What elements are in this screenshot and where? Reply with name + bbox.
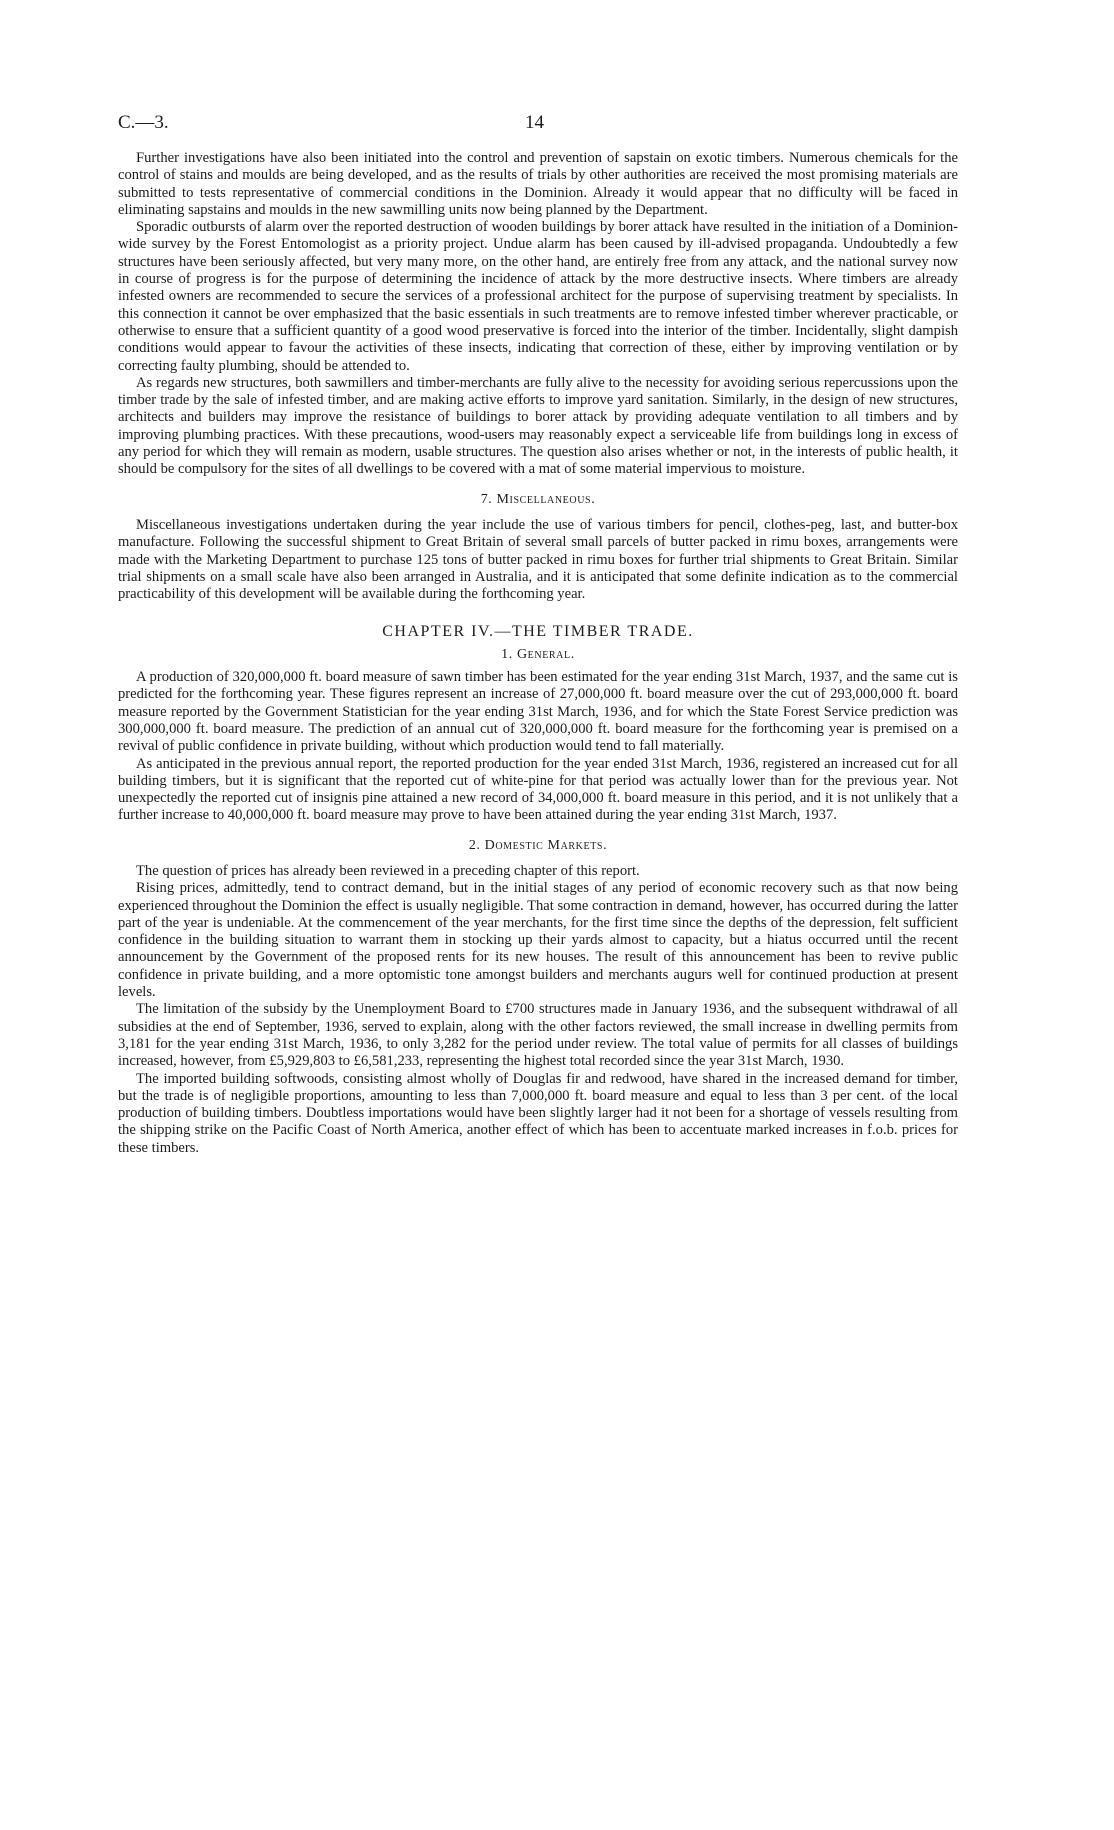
paragraph-prices: The question of prices has already been reviewed in a preceding chapter of this report. xyxy=(136,862,640,879)
paragraph-borer-survey: Sporadic outbursts of alarm over the reported destruction of wooden buildings by borer attack have resulted in the initiation of a Dominion-wide survey by the Forest Entomologist as a priority project. Undue alarm has been caused by ill-advised propaganda. Undoubtedly a few structures have been seriously affected, but very many more, on the other hand, are entirely free from any attack, and the national survey now in course of progress is for the purpose of determining the incidence of attack by the more destructive insects. Where timbers are already infested owners are recommended to secure the services of a professional architect for the purpose of supervising treatment by specialists. In this connection it cannot be over emphasized that the basic essentials in such treatments are to remove infested timber wherever practicable, or otherwise to ensure that a sufficient quantity of a good wood preservative is forced into the interior of the timber. Incidentally, slight dampish conditions would appear to favour the activities of these insects, indicating that correction of these, either by improving ventilation or by correcting faulty plumbing, should be attended to. xyxy=(118,219,958,374)
paragraph-sapstain: Further investigations have also been initiated into the control and prevention of sapstain on exotic timbers. Numerous chemicals for the control of stains and moulds are being developed, and as the results of trials by other authorities are received the most promising materials are submitted to tests representative of commercial conditions in the Dominion. Already it would appear that no difficulty will be faced in eliminating sapstains and moulds in the new sawmilling units now being planned by the Department. xyxy=(118,150,958,218)
document-body xyxy=(118,150,958,1157)
paragraph-previous-report: As anticipated in the previous annual report, the reported production for the year ended 31st March, 1936, registered an increased cut for all building timbers, but it is significant that the reported cut of white-pine for that period was actually lower than for the previous year. Not unexpectedly the reported cut of insignis pine attained a new record of 34,000,000 ft. board measure in this period, and it is not unlikely that a further increase to 40,000,000 ft. board measure may prove to have been attained during the year ending 31st March, 1937. xyxy=(118,755,958,824)
page-number: 14 xyxy=(525,112,544,133)
heading-general xyxy=(118,646,958,663)
paragraph-imported-softwoods: The imported building softwoods, consisting almost wholly of Douglas fir and redwood, have shared in the increased demand for timber, but the trade is of negligible proportions, amounting to less than 7,000,000 ft. board measure and equal to less than 3 per cent. of the local production of building timbers. Doubtless importations would have been slightly larger had it not been for a shortage of vessels resulting from the shipping strike on the Pacific Coast of North America, another effect of which has been to accentuate marked increases in f.o.b. prices for these timbers. xyxy=(118,1070,958,1156)
paragraph-subsidy: The limitation of the subsidy by the Unemployment Board to £700 structures made in January 1936, and the subsequent withdrawal of all subsidies at the end of September, 1936, served to explain, along with the other factors reviewed, the small increase in dwelling permits from 3,181 for the year ending 31st March, 1936, to only 3,282 for the period under review. The total value of permits for all classes of buildings increased, however, from £5,929,803 to £6,581,233, representing the highest total recorded since the year 31st March, 1930. xyxy=(118,1001,958,1070)
heading-miscellaneous xyxy=(118,491,958,508)
heading-general-number: 1. xyxy=(501,646,513,662)
chapter-title: CHAPTER IV.—THE TIMBER TRADE. xyxy=(382,623,694,641)
paragraph-production-estimate: A production of 320,000,000 ft. board measure of sawn timber has been estimated for the year ending 31st March, 1937, and the same cut is predicted for the forthcoming year. These figures represent an increase of 27,000,000 ft. board measure over the cut of 293,000,000 ft. board measure reported by the Government Statistician for the year ending 31st March, 1936, and for which the State Forest Service prediction was 300,000,000 ft. board measure. The prediction of an annual cut of 320,000,000 ft. board measure for the forthcoming year is premised on a revival of public confidence in private building, without which production would tend to fall materially. xyxy=(118,669,958,755)
heading-domestic-markets xyxy=(118,837,958,854)
heading-domestic-number: 2. xyxy=(468,837,481,853)
heading-miscellaneous-title: Miscellaneous. xyxy=(496,491,596,507)
parliamentary-paper-number: C.—3. xyxy=(118,112,169,133)
heading-general-title: General. xyxy=(516,646,575,662)
heading-domestic-title: Domestic Markets. xyxy=(484,837,608,853)
running-header xyxy=(118,112,958,136)
heading-miscellaneous-number: 7. xyxy=(480,491,493,507)
paragraph-new-structures: As regards new structures, both sawmillers and timber-merchants are fully alive to the necessity for avoiding serious repercussions upon the timber trade by the sale of infested timber, and are making active efforts to improve yard sanitation. Similarly, in the design of new structures, architects and builders may improve the resistance of buildings to borer attack by providing adequate ventilation to all timbers and by improving plumbing practices. With these precautions, wood-users may reasonably expect a serviceable life from buildings long in excess of any period for which they will remain as modern, usable structures. The question also arises whether or not, in the interests of public health, it should be compulsory for the sites of all dwellings to be covered with a mat of some material impervious to moisture. xyxy=(118,374,958,478)
paragraph-miscellaneous: Miscellaneous investigations undertaken during the year include the use of various timbers for pencil, clothes-peg, last, and butter-box manufacture. Following the successful shipment to Great Britain of several small parcels of butter packed in rimu boxes, arrangements were made with the Marketing Department to purchase 125 tons of butter packed in rimu boxes for further trial shipments to Great Britain. Similar trial shipments on a small scale have also been arranged in Australia, and it is anticipated that some definite indication as to the commercial practicability of this development will be available during the forthcoming year. xyxy=(118,516,958,603)
paragraph-rising-prices: Rising prices, admittedly, tend to contract demand, but in the initial stages of any period of economic recovery such as that now being experienced throughout the Dominion the effect is usually negligible. That some contraction in demand, however, has occurred during the latter part of the year is undeniable. At the commencement of the year merchants, for the first time since the depths of the depression, felt sufficient confidence in the building situation to warrant them in stocking up their yards almost to capacity, but a hiatus occurred until the recent announcement by the Government of the proposed rents for its new houses. The result of this announcement has been to revive public confidence in private building, and a more optomistic tone amongst builders and merchants augurs well for continued production at present levels. xyxy=(118,880,958,1001)
